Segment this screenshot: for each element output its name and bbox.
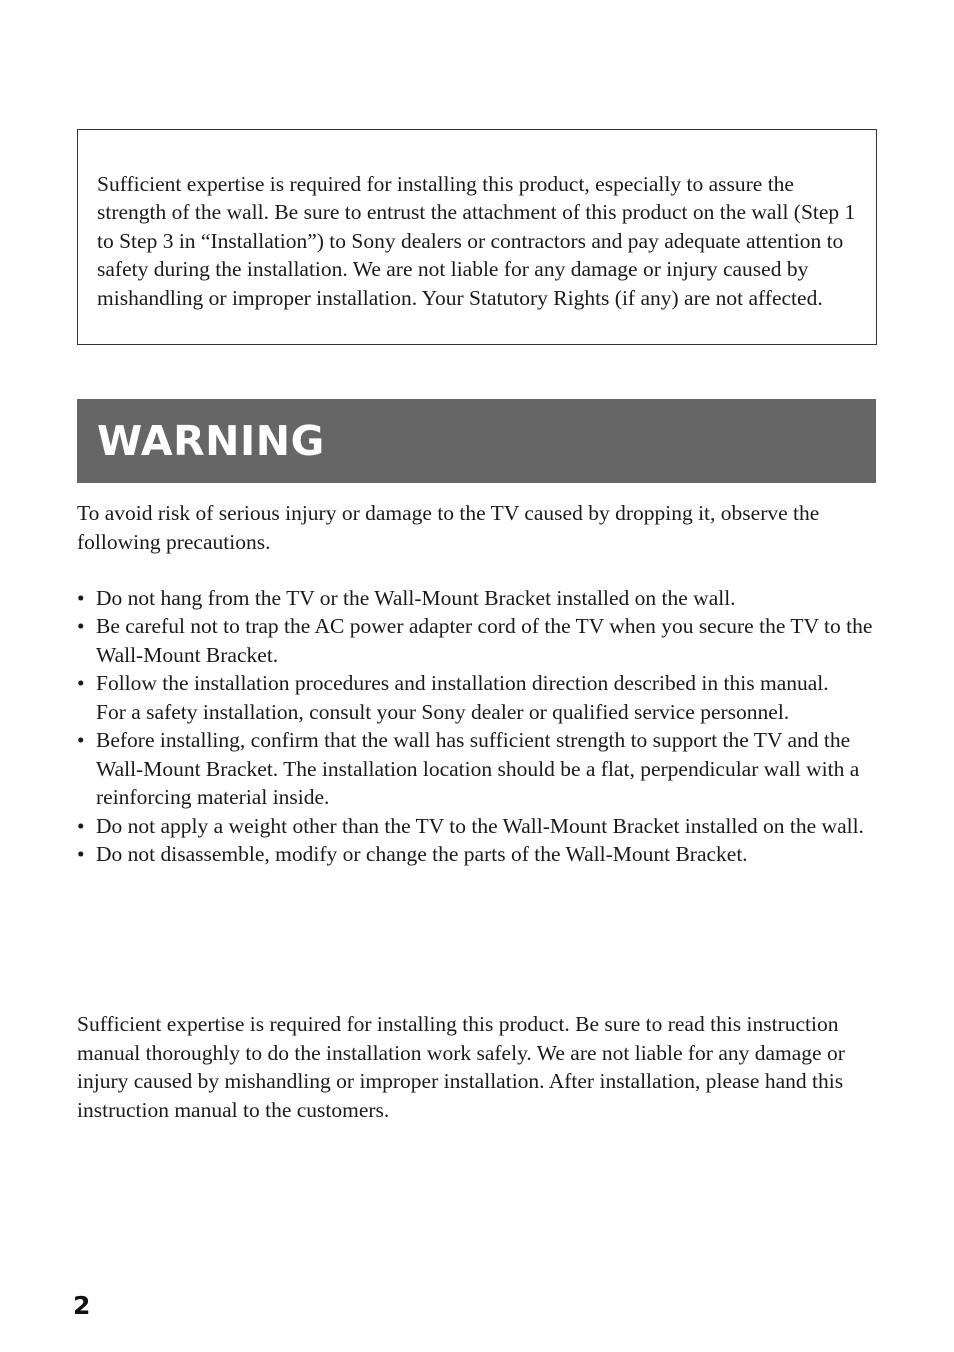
precaution-text: Be careful not to trap the AC power adapter cord of the TV when you secure the TV to the Wall-Mount Bracket. [96,614,873,667]
warning-intro: To avoid risk of serious injury or damage to the TV caused by dropping it, observe the following precautions. [77,501,820,554]
precaution-text: Before installing, confirm that the wall has sufficient strength to support the TV and the Wall-Mount Bracket. The installation location should be a flat, perpendicular wall with a reinforcing material inside. [96,728,860,810]
notice-text: Sufficient expertise is required for installing this product, especially to assure the strength of the wall. Be sure to entrust the attachment of this product on the wall (Step 1 to Step 3 in “Installation”) to Sony dealers or contractors and pay adequate attention to safety during the installation. We are not liable for any damage or injury caused by mishandling or improper installation. Your Statutory Rights (if any) are not affected. [97,172,856,310]
precaution-item [77,612,877,669]
page-number: 2 [73,1291,91,1320]
bullet-icon: • [77,614,85,639]
precaution-text: Do not apply a weight other than the TV to the Wall-Mount Bracket installed on the wall. [96,813,864,838]
precaution-text: Do not hang from the TV or the Wall-Mount Bracket installed on the wall. [96,586,736,610]
precaution-item [77,584,877,612]
precautions-list [77,584,877,869]
bullet-icon: • [77,671,85,696]
warning-header-bar [77,399,876,483]
precaution-text: Follow the installation procedures and installation direction described in this manual. [96,671,829,696]
precaution-extra-text: For a safety installation, consult your Sony dealer or qualified service personnel. [96,699,790,724]
warning-title: WARNING [97,417,325,465]
precaution-item [77,669,877,726]
notice-box [77,129,877,345]
precaution-text: Do not disassemble, modify or change the parts of the Wall-Mount Bracket. [96,842,748,867]
bullet-icon: • [77,586,85,610]
bullet-icon: • [77,842,85,867]
precaution-item [77,812,877,840]
bullet-icon: • [77,728,85,753]
installer-note: Sufficient expertise is required for installing this product. Be sure to read this instruction manual thoroughly to do the installation work safely. We are not liable for any damage or injury caused by mishandling or improper installation. After installation, please hand this instruction manual to the customers. [77,1012,845,1122]
bullet-icon: • [77,813,85,838]
precaution-item [77,726,877,811]
precaution-item [77,840,877,868]
